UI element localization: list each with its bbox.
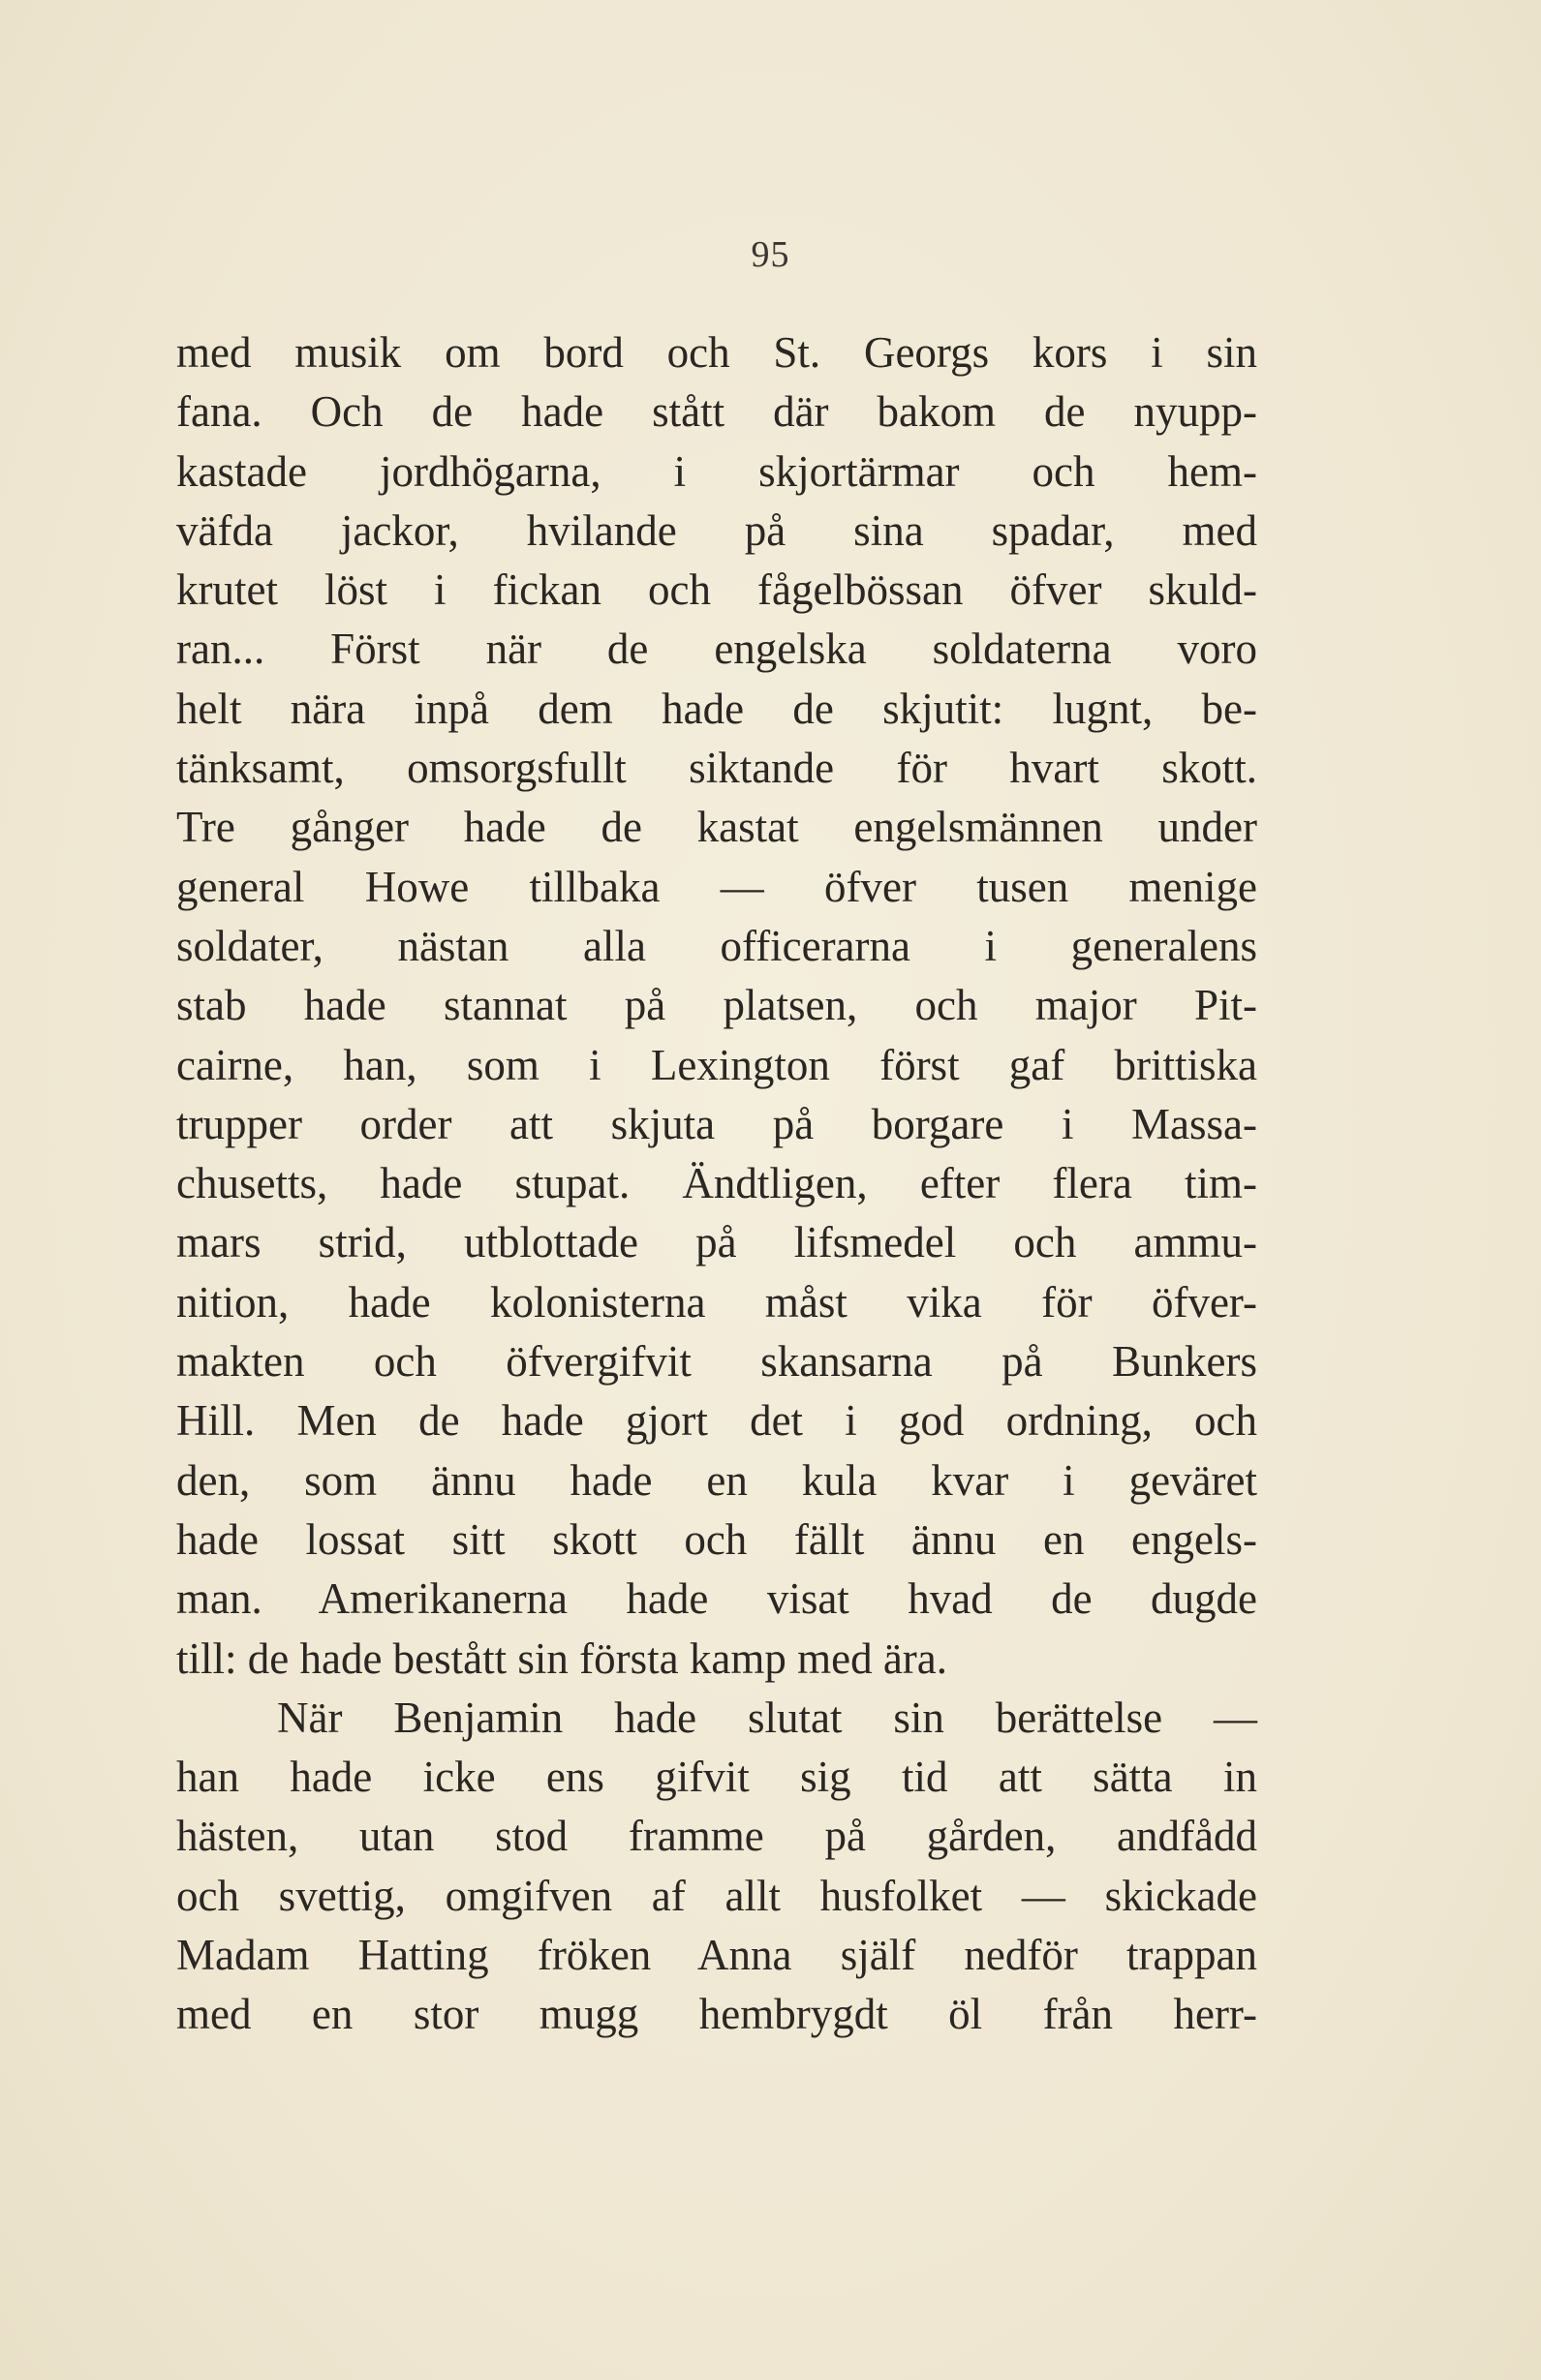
text-line: fana. Och de hade stått där bakom de nyupp-	[176, 387, 1257, 437]
text-line: mars strid, utblottade på lifsmedel och ammu-	[176, 1218, 1257, 1267]
text-line: med musik om bord och St. Georgs kors i sin	[176, 328, 1257, 377]
text-line: med en stor mugg hembrygdt öl från herr-	[176, 1990, 1257, 2039]
paragraph-start-line: När Benjamin hade slutat sin berättelse —	[277, 1693, 1257, 1742]
body-text	[176, 323, 1257, 2045]
text-line: stab hade stannat på platsen, och major Pit-	[176, 981, 1257, 1030]
text-line: helt nära inpå dem hade de skjutit: lugnt, be-	[176, 684, 1257, 733]
page-number: 95	[751, 234, 790, 275]
text-line: den, som ännu hade en kula kvar i geväret	[176, 1455, 1257, 1505]
text-line: krutet löst i fickan och fågelbössan öfver skuld-	[176, 565, 1257, 615]
text-line: och svettig, omgifven af allt husfolket — skickade	[176, 1871, 1257, 1920]
text-line: general Howe tillbaka — öfver tusen menige	[176, 862, 1257, 911]
text-line: han hade icke ens gifvit sig tid att sätta in	[176, 1753, 1257, 1802]
text-line: Tre gånger hade de kastat engelsmännen under	[176, 803, 1257, 852]
text-line: trupper order att skjuta på borgare i Massa-	[176, 1099, 1257, 1148]
text-line: hästen, utan stod framme på gården, andfådd	[176, 1812, 1257, 1861]
text-line: väfda jackor, hvilande på sina spadar, med	[176, 505, 1257, 555]
text-line: hade lossat sitt skott och fällt ännu en engels-	[176, 1514, 1257, 1564]
text-line: ran... Först när de engelska soldaterna voro	[176, 625, 1257, 674]
text-line: Madam Hatting fröken Anna själf nedför trappan	[176, 1931, 1257, 1980]
text-line: makten och öfvergifvit skansarna på Bunkers	[176, 1337, 1257, 1387]
paragraph-end-line: till: de hade bestått sin första kamp med ära.	[176, 1633, 948, 1683]
text-line: Hill. Men de hade gjort det i god ordning, och	[176, 1396, 1257, 1446]
text-line: tänksamt, omsorgsfullt siktande för hvart skott.	[176, 744, 1257, 793]
text-line: kastade jordhögarna, i skjortärmar och hem-	[176, 446, 1257, 496]
text-line: nition, hade kolonisterna måst vika för öfver-	[176, 1277, 1257, 1327]
text-line: cairne, han, som i Lexington först gaf brittiska	[176, 1040, 1257, 1089]
text-line: soldater, nästan alla officerarna i generalens	[176, 921, 1257, 970]
text-line: man. Amerikanerna hade visat hvad de dugde	[176, 1574, 1257, 1624]
text-line: chusetts, hade stupat. Ändtligen, efter flera tim-	[176, 1159, 1257, 1208]
